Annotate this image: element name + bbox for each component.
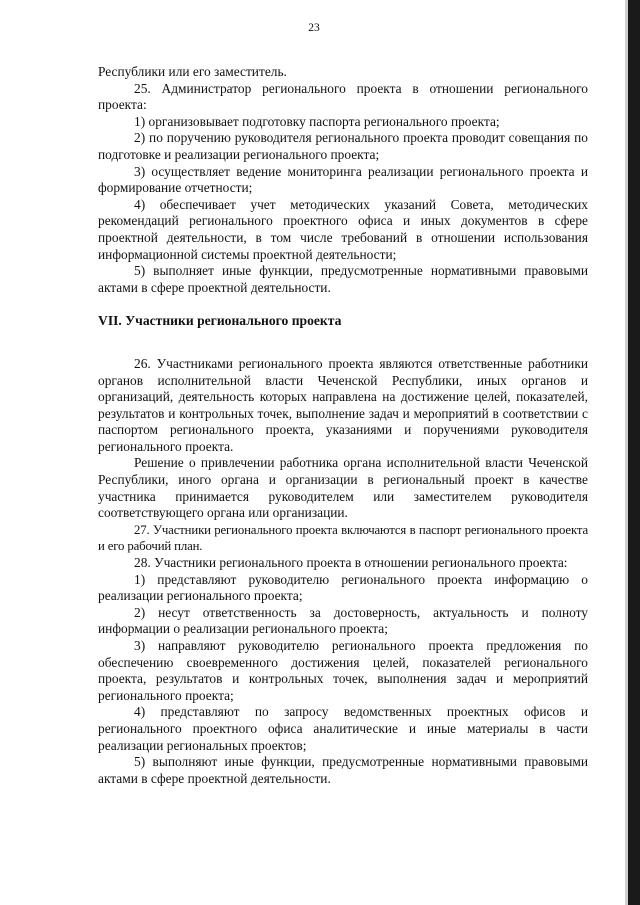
paragraph: 28. Участники регионального проекта в отношении регионального проекта:	[134, 555, 568, 571]
list-item: 4) представляют по запросу ведомственных проектных офисов и регионального проектного офиса аналитические и иные материалы в части реализации региональных проектов;	[98, 704, 588, 753]
page-number: 23	[308, 22, 320, 34]
paragraph: 27. Участники регионального проекта включаются в паспорт регионального проекта и его рабочий план.	[98, 522, 588, 554]
paragraph: 25. Администратор регионального проекта в отношении регионального проекта:	[98, 80, 588, 113]
list-item: 2) по поручению руководителя регионального проекта проводит совещания по подготовке и реализации регионального проекта;	[98, 130, 588, 162]
list-item: 1) представляют руководителю регионального проекта информацию о реализации регионального проекта;	[98, 571, 588, 604]
list-item: 2) несут ответственность за достоверность, актуальность и полноту информации о реализации регионального проекта;	[98, 604, 588, 637]
list-item: 5) выполняет иные функции, предусмотренные нормативными правовыми актами в сфере проектной деятельности.	[98, 263, 588, 295]
list-item: 3) осуществляет ведение мониторинга реализации регионального проекта и формирование отчетности;	[98, 163, 588, 196]
list-item: 4) обеспечивает учет методических указаний Совета, методических рекомендаций регионального проектного офиса и иных документов в сфере проектной деятельности, в том числе требований в отношении использования информационной системы проектной деятельности;	[98, 196, 588, 262]
paragraph: Республики или его заместитель.	[98, 64, 287, 79]
list-item: 5) выполняют иные функции, предусмотренные нормативными правовыми актами в сфере проектной деятельности.	[98, 754, 588, 786]
section-title: VII. Участники регионального проекта	[98, 313, 342, 329]
document-body	[98, 64, 588, 787]
scan-edge	[628, 0, 640, 905]
paragraph: Решение о привлечении работника органа исполнительной власти Чеченской Республики, иного органа и организации в региональный проект в качестве участника принимается руководителем или заместителем руководителя соответствующего органа или организации.	[98, 455, 588, 521]
list-item: 1) организовывает подготовку паспорта регионального проекта;	[134, 113, 500, 129]
paragraph: 26. Участниками регионального проекта являются ответственные работники органов исполнительной власти Чеченской Республики, иных органов и организаций, деятельность которых направлена на достижение целей, показателей, результатов и контрольных точек, выполнение задач и мероприятий в соответствии с паспортом регионального проекта, указаниями и поручениями руководителя регионального проекта.	[98, 355, 588, 454]
list-item: 3) направляют руководителю регионального проекта предложения по обеспечению своевременного достижения целей, показателей регионального проекта, результатов и контрольных точек, выполнения задач и мероприятий регионального проекта;	[98, 638, 588, 703]
